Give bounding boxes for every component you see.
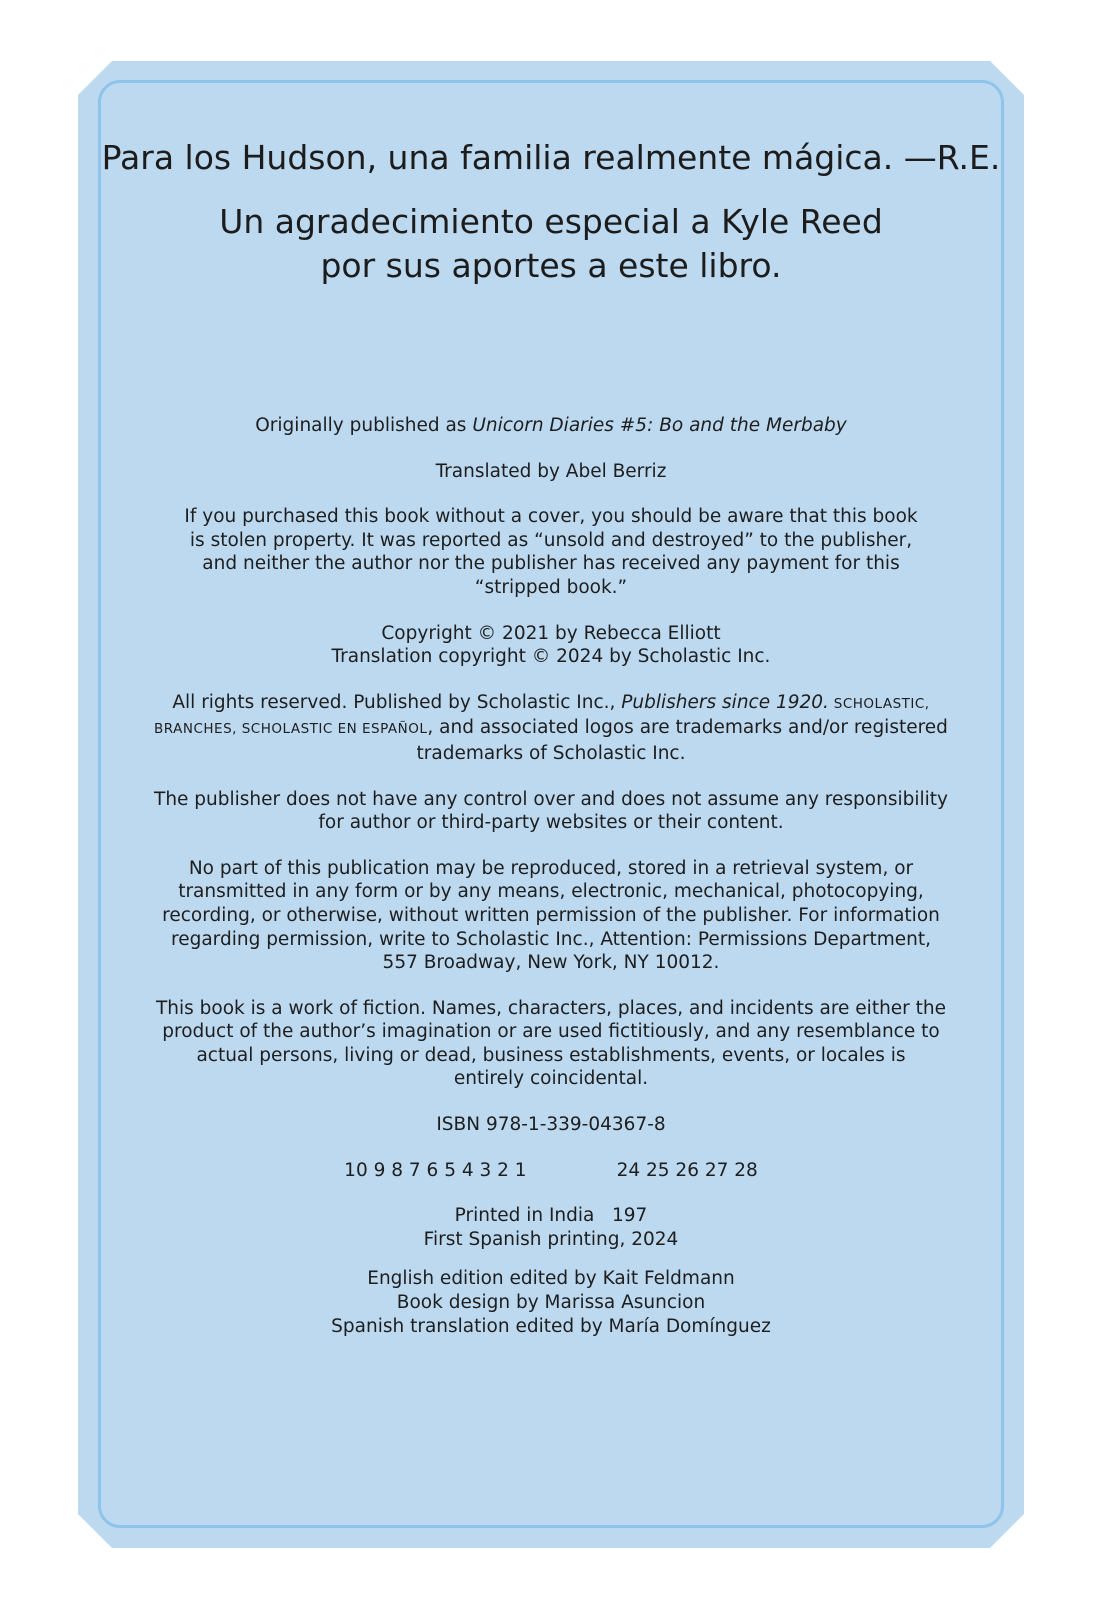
websites-line-1: The publisher does not have any control over and does not assume any responsibility	[154, 788, 948, 810]
rights-line-1	[138, 691, 964, 717]
copyright-line-1: Copyright © 2021 by Rebecca Elliott	[381, 622, 721, 644]
rights-text: All rights reserved. Published by Scholastic Inc.,	[172, 691, 622, 713]
original-prefix: Originally published as	[255, 415, 473, 436]
stripped-book-notice	[98, 505, 1004, 599]
rights-text-2: , and associated logos are trademarks and/or registered	[427, 717, 948, 739]
reproduction-line-1: No part of this publication may be reproduced, stored in a retrieval system, or	[188, 857, 914, 879]
acknowledgement-line-1: Un agradecimiento especial a Kyle Reed	[219, 202, 883, 241]
trademark-scholastic: SCHOLASTIC,	[828, 695, 930, 712]
copyright-notice	[98, 622, 1004, 669]
rights-reserved	[98, 691, 1004, 766]
reproduction-line-2: transmitted in any form or by any means, electronic, mechanical, photocopying,	[178, 881, 924, 903]
fiction-disclaimer	[98, 997, 1004, 1091]
dedication: Para los Hudson, una familia realmente mágica. —R.E.	[101, 138, 1001, 177]
fiction-line-3: actual persons, living or dead, business establishments, events, or locales is	[196, 1044, 906, 1066]
credit-designer: Book design by Marissa Asuncion	[396, 1292, 706, 1314]
printed-in: Printed in India 197	[454, 1205, 648, 1227]
original-title: Unicorn Diaries #5: Bo and the Merbaby	[472, 415, 847, 436]
reproduction-notice	[98, 857, 1004, 975]
stripped-line-3: and neither the author nor the publisher has received any payment for this	[202, 553, 900, 575]
websites-disclaimer	[98, 788, 1004, 835]
isbn: ISBN 978-1-339-04367-8	[436, 1114, 666, 1136]
stripped-line-2: is stolen property. It was reported as “unsold and destroyed” to the publisher,	[189, 529, 913, 551]
stripped-line-4: “stripped book.”	[474, 576, 628, 598]
original-publication	[98, 414, 1004, 438]
fiction-line-2: product of the author’s imagination or are used fictitiously, and any resemblance to	[162, 1021, 940, 1043]
copyright-page-content	[98, 80, 1004, 1360]
credit-editor: English edition edited by Kait Feldmann	[367, 1268, 735, 1290]
credit-spanish-editor: Spanish translation edited by María Domínguez	[331, 1315, 771, 1337]
edition-credits	[98, 1267, 1004, 1338]
acknowledgement-line-2: por sus aportes a este libro.	[320, 246, 782, 285]
publishers-since: Publishers since 1920.	[621, 691, 829, 713]
fiction-line-1: This book is a work of fiction. Names, characters, places, and incidents are either the	[155, 997, 947, 1019]
rights-line-3: trademarks of Scholastic Inc.	[416, 742, 686, 764]
websites-line-2: for author or third-party websites or their content.	[318, 812, 784, 834]
legal-text	[98, 414, 1004, 1338]
printing-numbers	[98, 1159, 1004, 1183]
translator-credit: Translated by Abel Berriz	[435, 460, 667, 482]
reproduction-line-3: recording, or otherwise, without written permission of the publisher. For information	[162, 904, 940, 926]
acknowledgement	[98, 200, 1004, 288]
copyright-line-2: Translation copyright © 2024 by Scholastic Inc.	[331, 646, 771, 668]
printing-sequence: 10 9 8 7 6 5 4 3 2 1	[344, 1159, 527, 1181]
reproduction-line-5: 557 Broadway, New York, NY 10012.	[382, 952, 720, 974]
printing-years: 24 25 26 27 28	[616, 1159, 758, 1181]
first-printing: First Spanish printing, 2024	[423, 1228, 679, 1250]
printing-info	[98, 1204, 1004, 1251]
rights-line-2	[138, 716, 964, 742]
trademark-branches: BRANCHES, SCHOLASTIC EN ESPAÑOL	[154, 721, 428, 738]
reproduction-line-4: regarding permission, write to Scholastic Inc., Attention: Permissions Department,	[171, 928, 931, 950]
fiction-line-4: entirely coincidental.	[453, 1068, 649, 1090]
stripped-line-1: If you purchased this book without a cover, you should be aware that this book	[184, 506, 918, 528]
